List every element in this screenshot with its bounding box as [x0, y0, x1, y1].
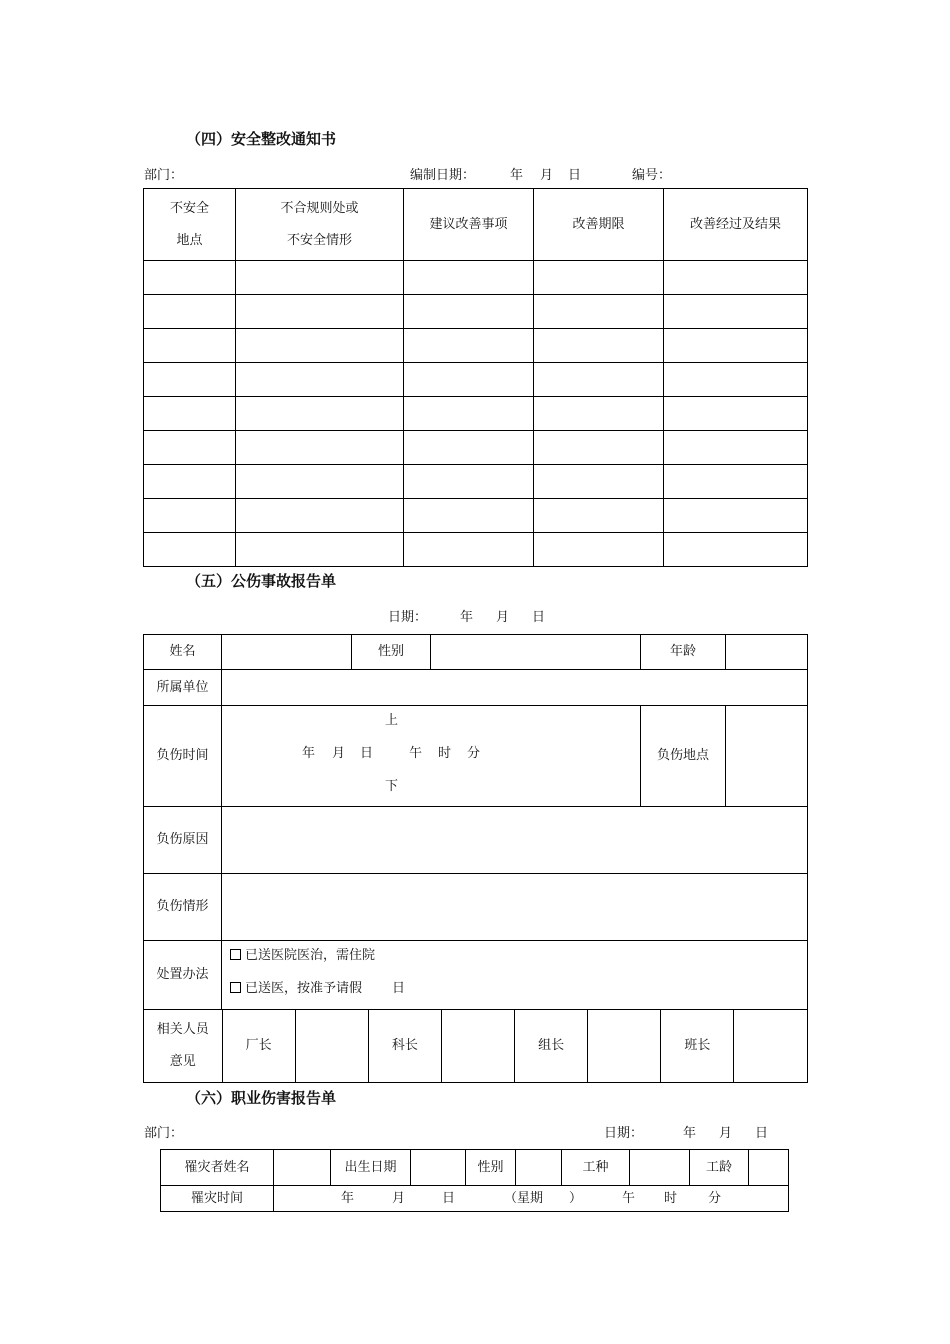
- factory-head-label: 厂长: [222, 1010, 295, 1082]
- header-result: 改善经过及结果: [664, 189, 808, 261]
- injury-cause-label: 负伤原因: [144, 807, 222, 874]
- injury-situation-row: [144, 874, 808, 941]
- age-label: 年龄: [641, 635, 726, 670]
- rectification-table: [143, 188, 808, 567]
- sec5-date-label: 日期：: [388, 610, 428, 625]
- header-deadline: 改善期限: [534, 189, 664, 261]
- dt-month: 月: [392, 1190, 406, 1206]
- handling-options: [222, 941, 808, 1010]
- seniority-label: 工龄: [690, 1150, 749, 1186]
- injury-time-value[interactable]: [222, 706, 641, 807]
- table-row: [144, 431, 808, 465]
- sec4-number-label: 编号：: [632, 168, 672, 183]
- time-year: 年: [302, 745, 316, 761]
- injury-place-value[interactable]: [726, 706, 808, 807]
- team-head-value[interactable]: [734, 1010, 807, 1082]
- opinion-subtable: [144, 1010, 807, 1082]
- gender-value[interactable]: [431, 635, 641, 670]
- checkbox-icon[interactable]: [230, 982, 241, 993]
- dt-hour: 时: [664, 1190, 678, 1206]
- dt-noon: 午: [622, 1190, 636, 1206]
- sec4-dept-label: 部门：: [144, 168, 184, 183]
- injury-cause-row: [144, 807, 808, 874]
- sec6-date-label: 日期：: [604, 1126, 644, 1141]
- job-type-value[interactable]: [630, 1150, 690, 1186]
- dt-day: 日: [442, 1190, 456, 1206]
- gender-label: 性别: [352, 635, 431, 670]
- table-row: [144, 363, 808, 397]
- dt-minute: 分: [708, 1190, 722, 1206]
- section6-title: （六）职业伤害报告单: [186, 1089, 337, 1107]
- dt-year: 年: [341, 1190, 355, 1206]
- sec4-date-year: 年: [510, 168, 524, 183]
- birth-date-value[interactable]: [411, 1150, 466, 1186]
- handling-option-1[interactable]: 已送医院医治，需住院: [230, 942, 807, 975]
- injury-time-row: [144, 706, 808, 807]
- injury-situation-label: 负伤情形: [144, 874, 222, 941]
- sec6-date-month: 月: [719, 1126, 733, 1141]
- table-header-row: [144, 189, 808, 261]
- dt-week: （星期 ）: [504, 1190, 583, 1206]
- header-noncompliance: 不合规则处或 不安全情形: [236, 189, 404, 261]
- time-day: 日: [360, 745, 374, 761]
- unit-row: [144, 670, 808, 706]
- time-hour: 时: [438, 745, 452, 761]
- job-type-label: 工种: [562, 1150, 630, 1186]
- header-unsafe-location: 不安全 地点: [144, 189, 236, 261]
- time-noon: 午: [409, 745, 423, 761]
- table-row: [144, 397, 808, 431]
- time-month: 月: [332, 745, 346, 761]
- checkbox-icon[interactable]: [230, 949, 241, 960]
- name-row: [144, 635, 808, 670]
- opinion-row: [144, 1010, 808, 1083]
- disaster-time-row: [161, 1186, 789, 1212]
- factory-head-value[interactable]: [295, 1010, 368, 1082]
- sec6-dept-label: 部门：: [144, 1126, 184, 1141]
- sec4-date-day: 日: [568, 168, 582, 183]
- section-head-label: 科长: [368, 1010, 441, 1082]
- table-row: [144, 295, 808, 329]
- victim-row: [161, 1150, 789, 1186]
- injury-report-table: [143, 634, 808, 1083]
- sec6-date-year: 年: [683, 1126, 697, 1141]
- time-pm: 下: [385, 778, 399, 794]
- sec4-date-month: 月: [540, 168, 554, 183]
- handling-label: 处置办法: [144, 941, 222, 1010]
- victim-name-value[interactable]: [274, 1150, 331, 1186]
- table-row: [144, 465, 808, 499]
- sec6-date-day: 日: [755, 1126, 769, 1141]
- opinion-label: 相关人员 意见: [144, 1010, 222, 1082]
- time-minute: 分: [467, 745, 481, 761]
- header-suggestion: 建议改善事项: [404, 189, 534, 261]
- gender-label: 性别: [466, 1150, 516, 1186]
- handling-row: [144, 941, 808, 1010]
- section4-title: （四）安全整改通知书: [186, 130, 337, 148]
- injury-time-label: 负伤时间: [144, 706, 222, 807]
- section-head-value[interactable]: [441, 1010, 514, 1082]
- disaster-time-value[interactable]: [274, 1186, 789, 1212]
- sec5-date-year: 年: [460, 610, 474, 625]
- team-head-label: 班长: [661, 1010, 734, 1082]
- time-am: 上: [385, 712, 399, 728]
- occupational-injury-table: [160, 1149, 789, 1212]
- birth-date-label: 出生日期: [331, 1150, 411, 1186]
- sec5-date-month: 月: [496, 610, 510, 625]
- injury-cause-value[interactable]: [222, 807, 808, 874]
- gender-value[interactable]: [516, 1150, 562, 1186]
- unit-label: 所属单位: [144, 670, 222, 706]
- injury-situation-value[interactable]: [222, 874, 808, 941]
- handling-option-2[interactable]: 已送医，按准予请假 日: [230, 975, 807, 1008]
- disaster-time-label: 罹灾时间: [161, 1186, 274, 1212]
- injury-place-label: 负伤地点: [641, 706, 726, 807]
- group-head-label: 组长: [515, 1010, 588, 1082]
- table-row: [144, 533, 808, 567]
- name-label: 姓名: [144, 635, 222, 670]
- sec4-date-label: 编制日期：: [410, 168, 476, 183]
- seniority-value[interactable]: [749, 1150, 789, 1186]
- section5-title: （五）公伤事故报告单: [186, 572, 337, 590]
- table-row: [144, 329, 808, 363]
- group-head-value[interactable]: [588, 1010, 661, 1082]
- unit-value[interactable]: [222, 670, 808, 706]
- name-value[interactable]: [222, 635, 352, 670]
- victim-name-label: 罹灾者姓名: [161, 1150, 274, 1186]
- table-row: [144, 499, 808, 533]
- age-value[interactable]: [726, 635, 808, 670]
- sec5-date-day: 日: [532, 610, 546, 625]
- table-row: [144, 261, 808, 295]
